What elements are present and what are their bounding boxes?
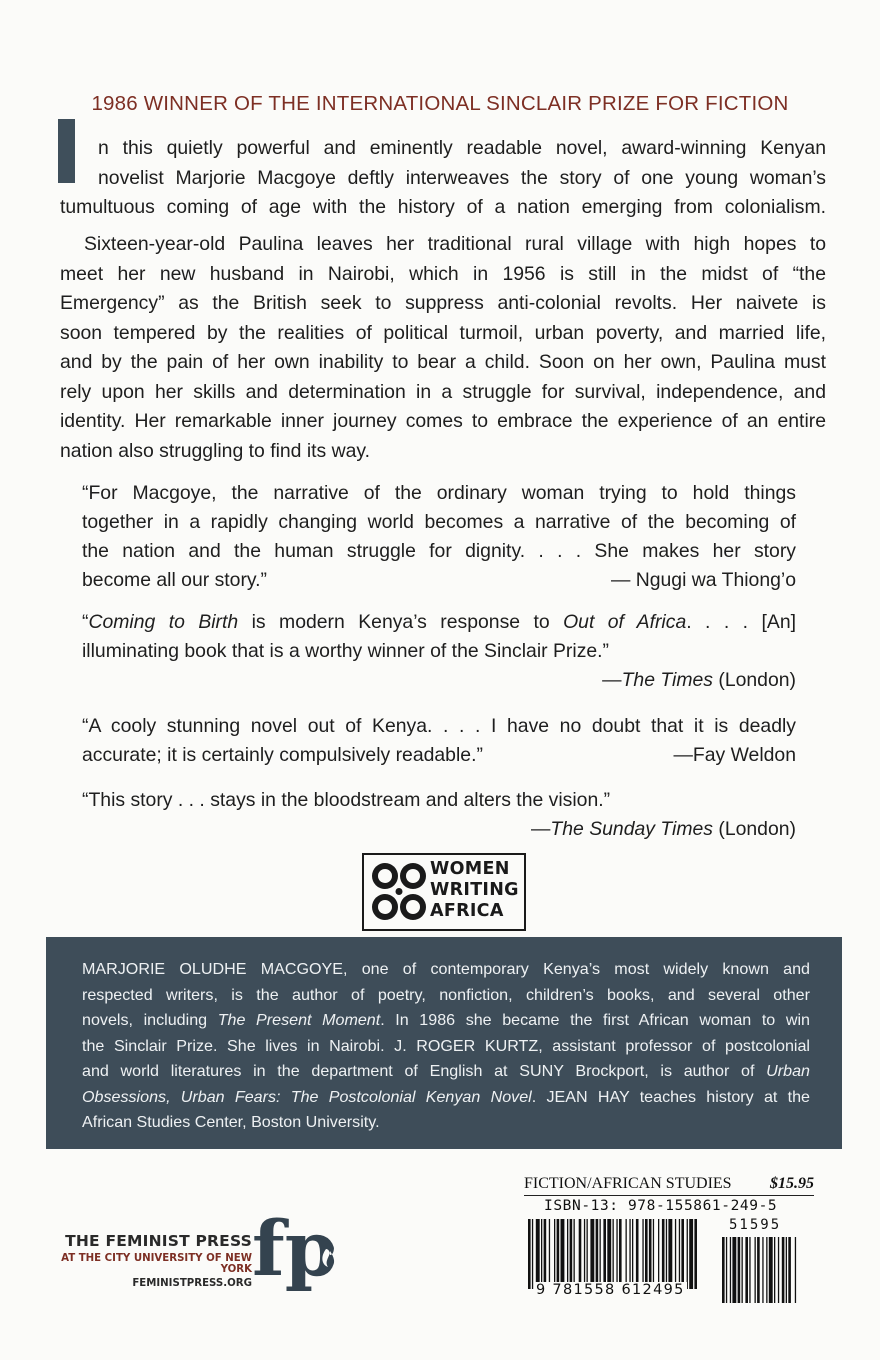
- barcode-bar: [694, 1219, 697, 1289]
- barcode-bar: [567, 1219, 568, 1289]
- book-title: Coming to Birth: [88, 611, 239, 633]
- bio-line: African Studies Center, Boston University.: [82, 1113, 380, 1131]
- attr-dash: —: [602, 669, 622, 691]
- quote-the-times: [82, 608, 796, 695]
- barcode-bar: [632, 1219, 633, 1289]
- barcode-bar: [570, 1219, 573, 1289]
- barcode-bar: [613, 1219, 614, 1289]
- barcode-bar: [658, 1219, 659, 1289]
- quote-attribution: [82, 815, 796, 844]
- barcode-bar: [679, 1219, 680, 1289]
- fp-monogram: fp: [252, 1205, 338, 1293]
- book-title: Urban: [766, 1062, 810, 1080]
- logo-text-line: WRITING: [430, 880, 519, 900]
- barcode-addon-number: 51595: [729, 1217, 782, 1233]
- quote-attribution: — Ngugi wa Thiong’o: [610, 569, 796, 591]
- barcode-addon-bar: [782, 1237, 785, 1303]
- barcode-addon-bar: [774, 1237, 775, 1303]
- barcode-addon-bar: [722, 1237, 725, 1303]
- barcode-addon-bar: [738, 1237, 741, 1303]
- barcode-bar: [532, 1219, 533, 1289]
- bio-line: MARJORIE OLUDHE MACGOYE, one of contemporary Kenya’s most widely known and: [82, 960, 810, 978]
- author-bio-panel: [46, 937, 842, 1149]
- bio-line: respected writers, is the author of poetry, nonfiction, children’s books, and several other: [82, 985, 810, 1004]
- publisher-affiliation: AT THE CITY UNIVERSITY OF NEW YORK: [61, 1253, 252, 1275]
- feminist-press-logo: [250, 1205, 350, 1305]
- barcode-bar: [561, 1219, 565, 1289]
- award-banner: 1986 WINNER OF THE INTERNATIONAL SINCLAIR PRIZE FOR FICTION: [91, 92, 789, 115]
- barcode-bar: [681, 1219, 684, 1289]
- quote-open-mark: “: [82, 611, 89, 633]
- attr-dash: —: [531, 818, 551, 840]
- quote-line: “For Macgoye, the narrative of the ordinary woman trying to hold things: [82, 482, 796, 504]
- publication-name: The Times: [621, 669, 713, 691]
- quote-line: accurate; it is certainly compulsively readable.”: [82, 744, 483, 766]
- barcode-bar: [662, 1219, 665, 1289]
- description-paragraph-1: [60, 134, 826, 223]
- quote-sunday-times: [82, 786, 796, 844]
- barcode-bar: [645, 1219, 648, 1289]
- text-line: identity. Her remarkable inner journey comes to embrace the experience of an entire: [60, 410, 826, 432]
- description-paragraph-2: [60, 230, 826, 466]
- quote-line: “A cooly stunning novel out of Kenya. . . . I have no doubt that it is deadly: [82, 715, 796, 737]
- isbn-label: ISBN-13: 978-155861-249-5: [544, 1198, 778, 1214]
- publisher-block: [52, 1232, 252, 1289]
- barcode-bar: [536, 1219, 540, 1289]
- barcode-bar: [666, 1219, 667, 1289]
- barcode-bar: [600, 1219, 601, 1289]
- book-title: The Present Moment: [217, 1011, 381, 1029]
- logo-text-line: AFRICA: [430, 901, 504, 921]
- price-line: [524, 1175, 814, 1196]
- barcode-bar: [689, 1219, 693, 1289]
- text-line: tumultuous coming of age with the history of a nation emerging from colonialism.: [60, 196, 826, 218]
- book-title: Obsessions, Urban Fears: The Postcolonial Kenyan Novel: [82, 1087, 532, 1106]
- bio-text: . In 1986 she became the first African woman to win: [380, 1011, 810, 1029]
- text-line: meet her new husband in Nairobi, which in 1956 is still in the midst of “the: [60, 262, 826, 285]
- barcode-bar: [554, 1219, 555, 1289]
- barcode-bar: [603, 1219, 606, 1289]
- barcode-addon-bar: [795, 1237, 796, 1303]
- barcode-bar: [687, 1219, 688, 1289]
- bio-text: novels, including: [82, 1011, 218, 1029]
- text-line: and by the pain of her own inability to bear a child. Soon on her own, Paulina must: [60, 351, 826, 373]
- barcode-bar: [668, 1219, 672, 1289]
- barcode-addon-bar: [757, 1237, 760, 1303]
- barcode-bar: [528, 1219, 531, 1289]
- quote-line: illuminating book that is a worthy winner of the Sinclair Prize.”: [82, 640, 610, 662]
- barcode-addon-bar: [788, 1237, 791, 1303]
- barcode-bar: [557, 1219, 560, 1289]
- attr-location: (London): [712, 669, 796, 691]
- text-line: nation also struggling to find its way.: [60, 439, 371, 462]
- publication-name: The Sunday Times: [550, 818, 713, 840]
- quote-fay-weldon: [82, 712, 796, 770]
- barcode-addon-bar: [730, 1237, 731, 1303]
- barcode-addon-bar: [769, 1237, 773, 1303]
- barcode-bar: [544, 1219, 547, 1289]
- barcode-number: 9 781558 612495: [536, 1282, 685, 1298]
- barcode-addon-bar: [745, 1237, 748, 1303]
- bio-line: the Sinclair Prize. She lives in Nairobi. J. ROGER KURTZ, assistant professor of postcolonial: [82, 1036, 810, 1055]
- barcode-bar: [636, 1219, 639, 1289]
- publisher-url: FEMINISTPRESS.ORG: [132, 1278, 252, 1289]
- adinkra-symbol-icon: [370, 861, 428, 923]
- barcode-bar: [587, 1219, 588, 1289]
- bio-line: [82, 1008, 810, 1034]
- barcode-bar: [629, 1219, 630, 1289]
- publisher-name: THE FEMINIST PRESS: [65, 1232, 252, 1250]
- barcode-addon-bar: [766, 1237, 767, 1303]
- barcode-bar: [642, 1219, 643, 1289]
- text-line: soon tempered by the realities of political turmoil, urban poverty, and married life,: [60, 321, 826, 344]
- barcode-bar: [619, 1219, 622, 1289]
- logo-text-line: WOMEN: [430, 859, 510, 879]
- barcode-bar: [626, 1219, 627, 1289]
- barcode-block: [524, 1175, 814, 1298]
- barcode-bar: [616, 1219, 617, 1289]
- text-line: rely upon her skills and determination in a struggle for survival, independence, and: [60, 380, 826, 403]
- bio-text: and world literatures in the department of English at SUNY Brockport, is author of: [82, 1062, 767, 1080]
- quote-attribution: [82, 666, 796, 695]
- barcode-addon-bar: [742, 1237, 743, 1303]
- quote-ngugi: [82, 479, 796, 595]
- barcode-addon-bar: [786, 1237, 787, 1303]
- barcode-bar: [584, 1219, 585, 1289]
- barcode-bar: [653, 1219, 654, 1289]
- barcode-addon-bar: [732, 1237, 736, 1303]
- quote-text: is modern Kenya’s response to: [238, 611, 564, 633]
- barcode-bar: [549, 1219, 550, 1289]
- quote-line: [82, 608, 796, 637]
- quote-line: the nation and the human struggle for dignity. . . . She makes her story: [82, 540, 796, 562]
- bio-line: [82, 1085, 810, 1111]
- barcode-addon-bar: [726, 1237, 727, 1303]
- quote-attribution: —Fay Weldon: [673, 744, 796, 766]
- barcode-addon-bar: [755, 1237, 756, 1303]
- bio-line: [82, 1059, 810, 1085]
- barcode-addon-bar: [762, 1237, 763, 1303]
- barcode-bar: [607, 1219, 611, 1289]
- attr-location: (London): [712, 818, 796, 840]
- book-title: Out of Africa: [563, 611, 687, 633]
- quote-line: become all our story.”: [82, 569, 267, 591]
- quote-line: together in a rapidly changing world becomes a narrative of the becoming of: [82, 511, 796, 533]
- price-label: $15.95: [770, 1175, 814, 1192]
- quote-line: “This story . . . stays in the bloodstream and alters the vision.”: [82, 789, 611, 811]
- bio-text: . JEAN HAY teaches history at the: [531, 1087, 810, 1106]
- text-line: Emergency” as the British seek to suppress anti-colonial revolts. Her naivete is: [60, 292, 826, 314]
- category-label: FICTION/AFRICAN STUDIES: [524, 1175, 732, 1192]
- barcode-addon-bar: [749, 1237, 750, 1303]
- text-line: n this quietly powerful and eminently readable novel, award-winning Kenyan: [98, 137, 826, 159]
- barcode-bar: [574, 1219, 575, 1289]
- barcode-bar: [590, 1219, 594, 1289]
- barcode-bar: [541, 1219, 542, 1289]
- barcode-bar: [596, 1219, 599, 1289]
- barcode-bar: [649, 1219, 652, 1289]
- barcode-bar: [579, 1219, 582, 1289]
- women-writing-africa-logo: [362, 853, 526, 931]
- text-line: Sixteen-year-old Paulina leaves her traditional rural village with high hopes to: [84, 233, 826, 255]
- text-line: novelist Marjorie Macgoye deftly interweaves the story of one young woman’s: [98, 166, 826, 189]
- barcode-bar: [675, 1219, 676, 1289]
- quote-text: . . . . [An]: [686, 611, 796, 633]
- barcode-addon-bar: [778, 1237, 779, 1303]
